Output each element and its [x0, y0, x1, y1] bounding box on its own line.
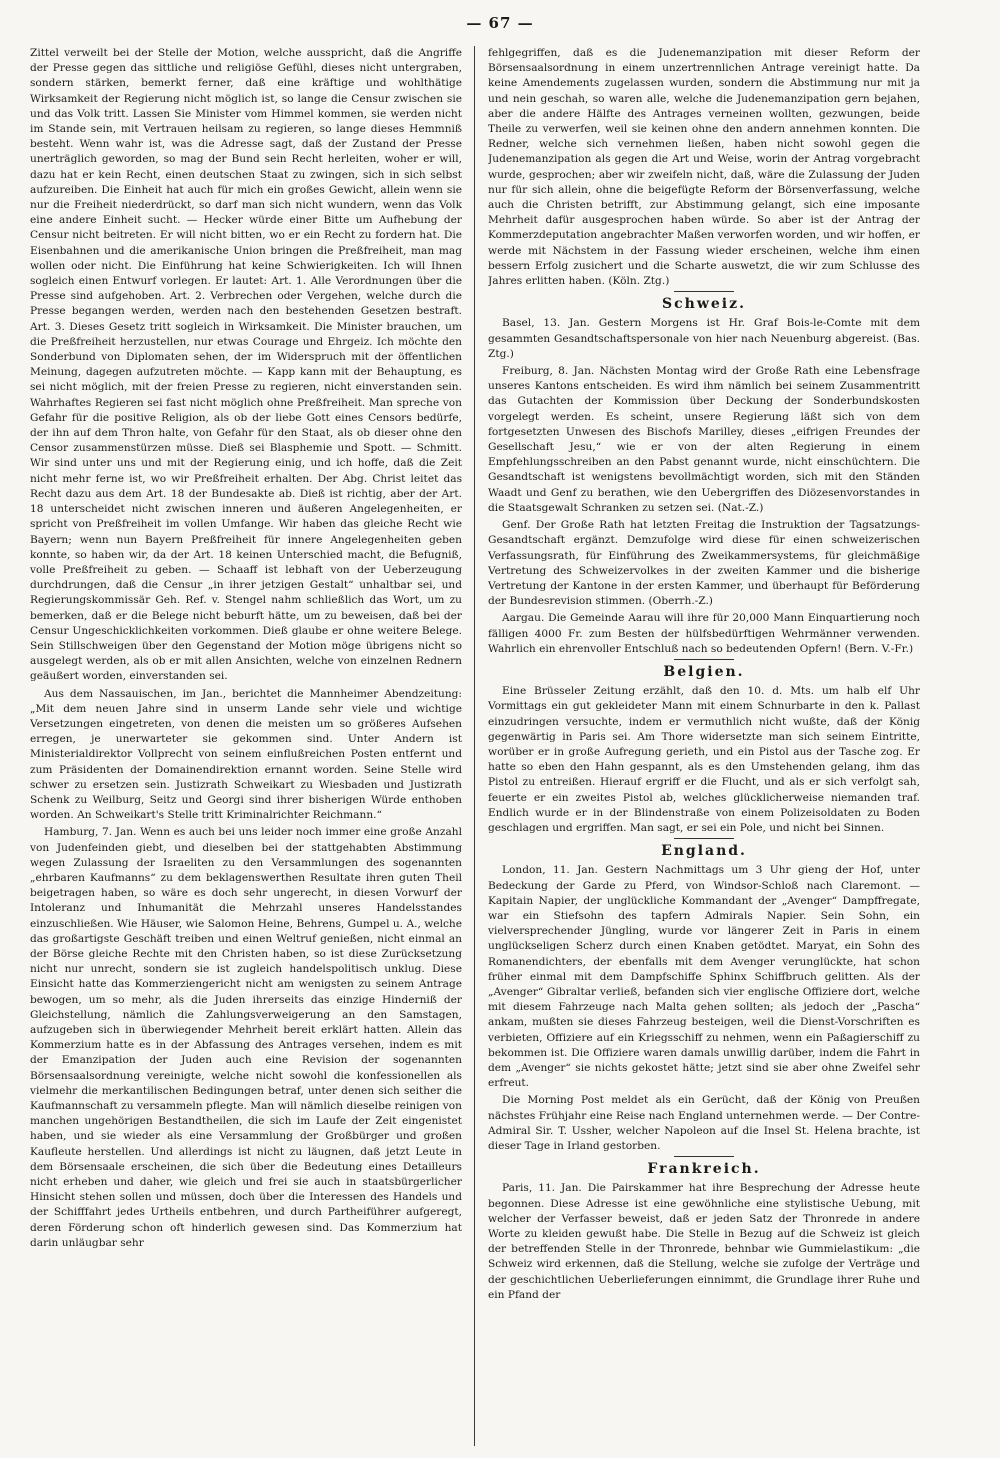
- section-separator: [674, 838, 734, 839]
- section-separator: [674, 1156, 734, 1157]
- article-freiburg: Freiburg, 8. Jan. Nächsten Montag wird der Große Rath eine Lebensfrage unseres Kantons entscheiden. Es wird ihm nämlich bei seinem Zusammentritt das Gutachten der Kommission über Deckung der Sonderbundskosten vorgelegt werden. Es scheint, unsere Regierung läßt sich von dem fortgesetzten Unwesen des Bischofs Marilley, dieses „eifrigen Freundes der Gesellschaft Jesu,“ wie er von der alten Regierung in einem Empfehlungsschreiben an den Pabst genannt wurde, nicht einschüchtern. Die Gesandtschaft ist wenigstens bevollmächtigt worden, sich mit den Ständen Waadt und Genf zu berathen, wie den Uebergriffen des Diözesenvorstandes in die Staatsgewalt Schranken zu setzen sei. (Nat.-Z.): [488, 365, 920, 514]
- section-heading-belgien: Belgien.: [663, 663, 745, 680]
- section-heading-england: England.: [661, 843, 747, 860]
- article-paris: Paris, 11. Jan. Die Pairskammer hat ihre Besprechung der Adresse heute begonnen. Diese Adresse ist eine gewöhnliche eine stylistische Uebung, mit welcher der Verfasser beweist, daß er jeden Satz der Thronrede in andere Worte zu kleiden gewußt habe. Die Stelle in Bezug auf die Schweiz ist gleich der betreffenden Stelle in der Thronrede, behnbar wie Gummielastikum: „die Schweiz wird erkennen, daß die Stellung, welche sie zufolge der Verträge und der geschichtlichen Ueberlieferungen einnimmt, die Grundlage ihrer Ruhe und ein Pfand der: [488, 1182, 920, 1301]
- article-london: London, 11. Jan. Gestern Nachmittags um 3 Uhr gieng der Hof, unter Bedeckung der Garde zu Pferd, von Windsor-Schloß nach Claremont. — Kapitain Napier, der unglückliche Kommandant der „Avenger“ Dampffregate, war ein Stiefsohn des tapfern Admirals Napier. Sein Sohn, ein vielversprechender Jüngling, wurde vor längerer Zeit in Paris in einem unglückseligen Scherz durch einen Knaben getödtet. Maryat, ein Sohn des Romanendichters, der ebenfalls mit dem Avenger verunglückte, hat schon früher einmal mit dem Dampfschiffe Sphinx Schiffbruch gelitten. Als der „Avenger“ Gibraltar verließ, befanden sich vier englische Offiziere dort, welche mit diesem Fahrzeuge nach Malta gehen sollten; als jedoch der „Pascha“ ankam, mußten sie dieses Fahrzeug besteigen, weil die Dienst-Vorschriften es verbieten, Offiziere auf ein Kriegsschiff zu nehmen, wenn ein Paßagierschiff zu bekommen ist. Die Offiziere waren damals unwillig darüber, indem die Fahrt in dem „Avenger“ sie nichts gekostet hätte; jetzt sind sie aber ohne Zweifel sehr erfreut.: [488, 864, 920, 1090]
- section-separator: [674, 659, 734, 660]
- left-column: [30, 46, 462, 1446]
- section-heading-schweiz: Schweiz.: [662, 296, 746, 313]
- article-baden-censorship-debate: Zittel verweilt bei der Stelle der Motion, welche ausspricht, daß die Angriffe der Presse gegen das sittliche und religiöse Gefühl, dieses nicht untergraben, sondern stärken, bemerkt ferner, daß eine kräftige und wohlthätige Wirksamkeit der Regierung nicht möglich ist, so lange die Censur zwischen sie und das Volk tritt. Lassen Sie Minister vom Himmel kommen, sie werden nicht im Stande sein, mit Vertrauen heilsam zu regieren, so lange dieses Hemmniß besteht. Wenn wahr ist, was die Adresse sagt, daß der Zustand der Presse unerträglich geworden, so mag der Bund sein Recht herleiten, woher er will, dazu hat er kein Recht, einen deutschen Staat zu zwingen, sich in sich selbst aufzureiben. Die Einheit hat auch für mich ein großes Gewicht, allein wenn sie nur die Freiheit niederdrückt, so darf man sich nicht wundern, wenn das Volk eine andere Einheit sucht. — Hecker würde einer Bitte um Aufhebung der Censur nicht beitreten. Er will nicht bitten, wo er ein Recht zu fordern hat. Die Eisenbahnen und die amerikanische Union bringen die Preßfreiheit, man mag wollen oder nicht. Die Einführung hat keine Schwierigkeiten. Ich will Ihnen sogleich einen Entwurf vorlegen. Er lautet: Art. 1. Alle Verordnungen über die Presse sind aufgehoben. Art. 2. Verbrechen oder Vergehen, welche durch die Presse begangen werden, werden nach den bestehenden Gesetzen bestraft. Art. 3. Dieses Gesetz tritt sogleich in Wirksamkeit. Die Minister brauchen, um die Preßfreiheit herzustellen, nur etwas Courage und Ehrgeiz. Ich möchte den Sonderbund von Diplomaten sehen, der im Widerspruch mit der öffentlichen Meinung, dagegen aufzutreten möchte. — Kapp kann mit der Behauptung, es sei nicht möglich, mit der freien Presse zu regieren, nicht einverstanden sein. Wahrhaftes Regieren sei fast nicht möglich ohne Preßfreiheit. Man spreche von Gefahr für die positive Religion, als ob der liebe Gott eines Censors bedürfe, der ihn auf dem Thron halte, von Gefahr für den Staat, als ob dieser ohne den Censor zusammenstürzen müsse. Dieß sei Blasphemie und Spott. — Schmitt. Wir sind unter uns und mit der Regierung einig, und ich hoffe, daß die Zeit nicht mehr ferne ist, wo wir Preßfreiheit erhalten. Der Abg. Christ leitet das Recht dazu aus dem Art. 18 der Bundesakte ab. Dieß ist richtig, aber der Art. 18 unterscheidet nicht zwischen inneren und äußeren Angelegenheiten, er spricht von Preßfreiheit im vollen Umfange. Wir haben das gleiche Recht wie Bayern; wenn nun Bayern Preßfreiheit für innere Angelegenheiten geben konnte, so haben wir, da der Art. 18 keinen Unterschied macht, die Befugniß, volle Preßfreiheit zu geben. — Schaaff ist lebhaft von der Ueberzeugung durchdrungen, daß die Censur „in ihrer jetzigen Gestalt“ unhaltbar sei, und Regierungskommissär Geh. Ref. v. Stengel nahm schließlich das Wort, um zu bemerken, daß er die Belege nicht beburft hätte, um zu beweisen, daß bei der Censur Ungeschicklichkeiten vorkommen. Dieß glaube er ohne weitere Belege. Sein Stillschweigen über den Gegenstand der Motion möge übrigens nicht so ausgelegt werden, als ob er mit allen Ansichten, welche von einzelnen Rednern geäußert worden, einverstanden sei.: [30, 47, 462, 683]
- article-aargau: Aargau. Die Gemeinde Aarau will ihre für 20,000 Mann Einquartierung noch fälligen 4000 Fr. zum Besten der hülfsbedürftigen Wehrmänner verwenden. Wahrlich ein ehrenvoller Entschluß nach so bedeutenden Opfern! (Bern. V.-Fr.): [488, 612, 920, 655]
- article-nassau-appointments: Aus dem Nassauischen, im Jan., berichtet die Mannheimer Abendzeitung: „Mit dem neuen Jahre sind in unserm Lande sehr viele und wichtige Versetzungen eingetreten, von denen die meisten um so größeres Aufsehen erregen, je unerwarteter sie gekommen sind. Unter Andern ist Ministerialdirektor Vollprecht von seinem einflußreichen Posten entfernt und zum Präsidenten der Domainendirektion ernannt worden. Seine Stelle wird schwer zu ersetzen sein. Justizrath Schweikart zu Wiesbaden und Justizrath Schenk zu Weilburg, Seitz und Georgi sind ihrer bisherigen Würde enthoben worden. An Schweikart's Stelle tritt Kriminalrichter Reichmann.“: [30, 687, 462, 822]
- section-separator: [674, 291, 734, 292]
- article-morning-post: Die Morning Post meldet als ein Gerücht, daß der König von Preußen nächstes Frühjahr eine Reise nach England unternehmen werde. — Der Contre-Admiral Sir. T. Ussher, welcher Napoleon auf die Insel St. Helena brachte, ist dieser Tage in Irland gestorben.: [488, 1094, 920, 1153]
- article-basel: Basel, 13. Jan. Gestern Morgens ist Hr. Graf Bois-le-Comte mit dem gesammten Gesandtschaftspersonale von hier nach Neuenburg abgereist. (Bas. Ztg.): [488, 317, 920, 360]
- article-hamburg-continued: fehlgegriffen, daß es die Judenemanzipation mit dieser Reform der Börsensaalsordnung in einem unzertrennlichen Antrage vereinigt hatte. Da keine Amendements zugelassen wurden, sondern die Abstimmung nur mit ja und nein geschah, so waren alle, welche die Judenemanzipation gern bejahen, aber die andere Hälfte des Antrages verneinen wollten, gezwungen, beide Theile zu verwerfen, weil sie keinen ohne den andern annehmen konnten. Die Redner, welche sich vernehmen ließen, haben nicht sowohl gegen die Judenemanzipation als gegen die Art und Weise, worin der Antrag vorgebracht wurde, gesprochen; aber wir zweifeln nicht, daß, wäre die Zulassung der Juden nur für sich allein, ohne die beigefügte Reform der Börsenverfassung, welche auch die Christen betrifft, zur Abstimmung gelangt, sich eine imposante Mehrheit dafür ausgesprochen haben würde. So aber ist der Antrag der Kommerzdeputation angebrachter Maßen verworfen worden, und wir hoffen, er werde mit Nächstem in der Fassung wieder erscheinen, welche ihm einen bessern Erfolg zusichert und die Scharte auswetzt, die wir zum Schlusse des Jahres erlitten haben. (Köln. Ztg.): [488, 47, 920, 288]
- article-hamburg-jewish-emancipation: Hamburg, 7. Jan. Wenn es auch bei uns leider noch immer eine große Anzahl von Judenfeinden giebt, und dieselben bei der stattgehabten Abstimmung wegen Zulassung der Israeliten zu den Versammlungen des sogenannten „ehrbaren Kaufmanns“ zu dem beklagenswerthen Resultate ihren guten Theil beigetragen haben, so wäre es doch sehr ungerecht, in diesen Vorwurf der Intoleranz und Inhumanität die Mehrzahl unseres Handelsstandes einzuschließen. Wie Häuser, wie Salomon Heine, Behrens, Gumpel u. A., welche das großartigste Geschäft treiben und einen Weltruf genießen, nicht einmal an der Börse gleiche Rechte mit den Christen haben, so ist diese Zurücksetzung nicht nur unrecht, sondern sie ist zugleich handelspolitisch unklug. Diese Einsicht hatte das Kommerziengericht nicht am wenigsten zu seinem Antrage bewogen, um so mehr, als die Juden ihrerseits das einzige Hinderniß der Gleichstellung, nämlich die Zahlungsverweigerung an den Samstagen, aufzugeben sich in überwiegender Mehrheit bereit erklärt hatten. Allein das Kommerzium hatte es in der Abfassung des Antrages versehen, indem es mit der Emanzipation der Juden auch eine Revision der sogenannten Börsensaalsordnung vereinigte, welche nicht sowohl die konfessionellen als vielmehr die merkantilischen Bedingungen betraf, unter denen sich seither die Kaufmannschaft zu versammeln pflegte. Man will nämlich dieselbe reinigen von manchen ungehörigen Bestandtheilen, die sich im Laufe der Zeit eingenistet haben, und sie wieder als eine Versammlung der Großbürger und großen Kaufleute herstellen. Und allerdings ist nicht zu läugnen, daß jetzt Leute in dem Börsensaale erscheinen, die sich über die Bedeutung eines Detailleurs nicht erheben und daher, wie gleich und frei sie auch in staatsbürgerlicher Hinsicht stehen sollen und müssen, doch über die Interessen des Handels und der Schifffahrt jedes Urtheils entbehren, und durch Partheiführer aufgeregt, deren Förderung schon oft hinderlich gewesen sind. Das Kommerzium hat darin unläugbar sehr: [30, 826, 462, 1249]
- section-heading-frankreich: Frankreich.: [647, 1161, 761, 1178]
- right-column: [488, 46, 920, 1446]
- page-number: — 67 —: [466, 14, 534, 32]
- article-brussels: Eine Brüsseler Zeitung erzählt, daß den 10. d. Mts. um halb elf Uhr Vormittags ein gut gekleideter Mann mit einem Schnurbarte in den k. Pallast einzudringen versuchte, indem er vermuthlich nicht wußte, daß der König gegenwärtig in Paris sei. Am Thore widersetzte man sich seinem Eintritte, worüber er in große Aufregung gerieth, und ein Pistol aus der Tasche zog. Er hatte so eben den Hahn gespannt, als es den Umstehenden gelang, ihm das Pistol zu entreißen. Hierauf ergriff er die Flucht, und als er sich verfolgt sah, feuerte er ein zweites Pistol ab, welches glücklicherweise niemanden traf. Endlich wurde er in der Blindenstraße von einem Polizeisoldaten zu Boden geschlagen und ergriffen. Man sagt, er sei ein Pole, und nicht bei Sinnen.: [488, 685, 920, 834]
- column-divider: [474, 46, 475, 1446]
- article-genf: Genf. Der Große Rath hat letzten Freitag die Instruktion der Tagsatzungs-Gesandtschaft ergänzt. Demzufolge wird diese für einen schweizerischen Verfassungsrath, für Einführung des Zweikammersystems, für gleichmäßige Vertretung des Schweizervolkes in der zweiten Kammer und die bisherige Vertretung der Kantone in der ersten Kammer, und überhaupt für Beförderung der Bundesrevision stimmen. (Oberrh.-Z.): [488, 519, 920, 608]
